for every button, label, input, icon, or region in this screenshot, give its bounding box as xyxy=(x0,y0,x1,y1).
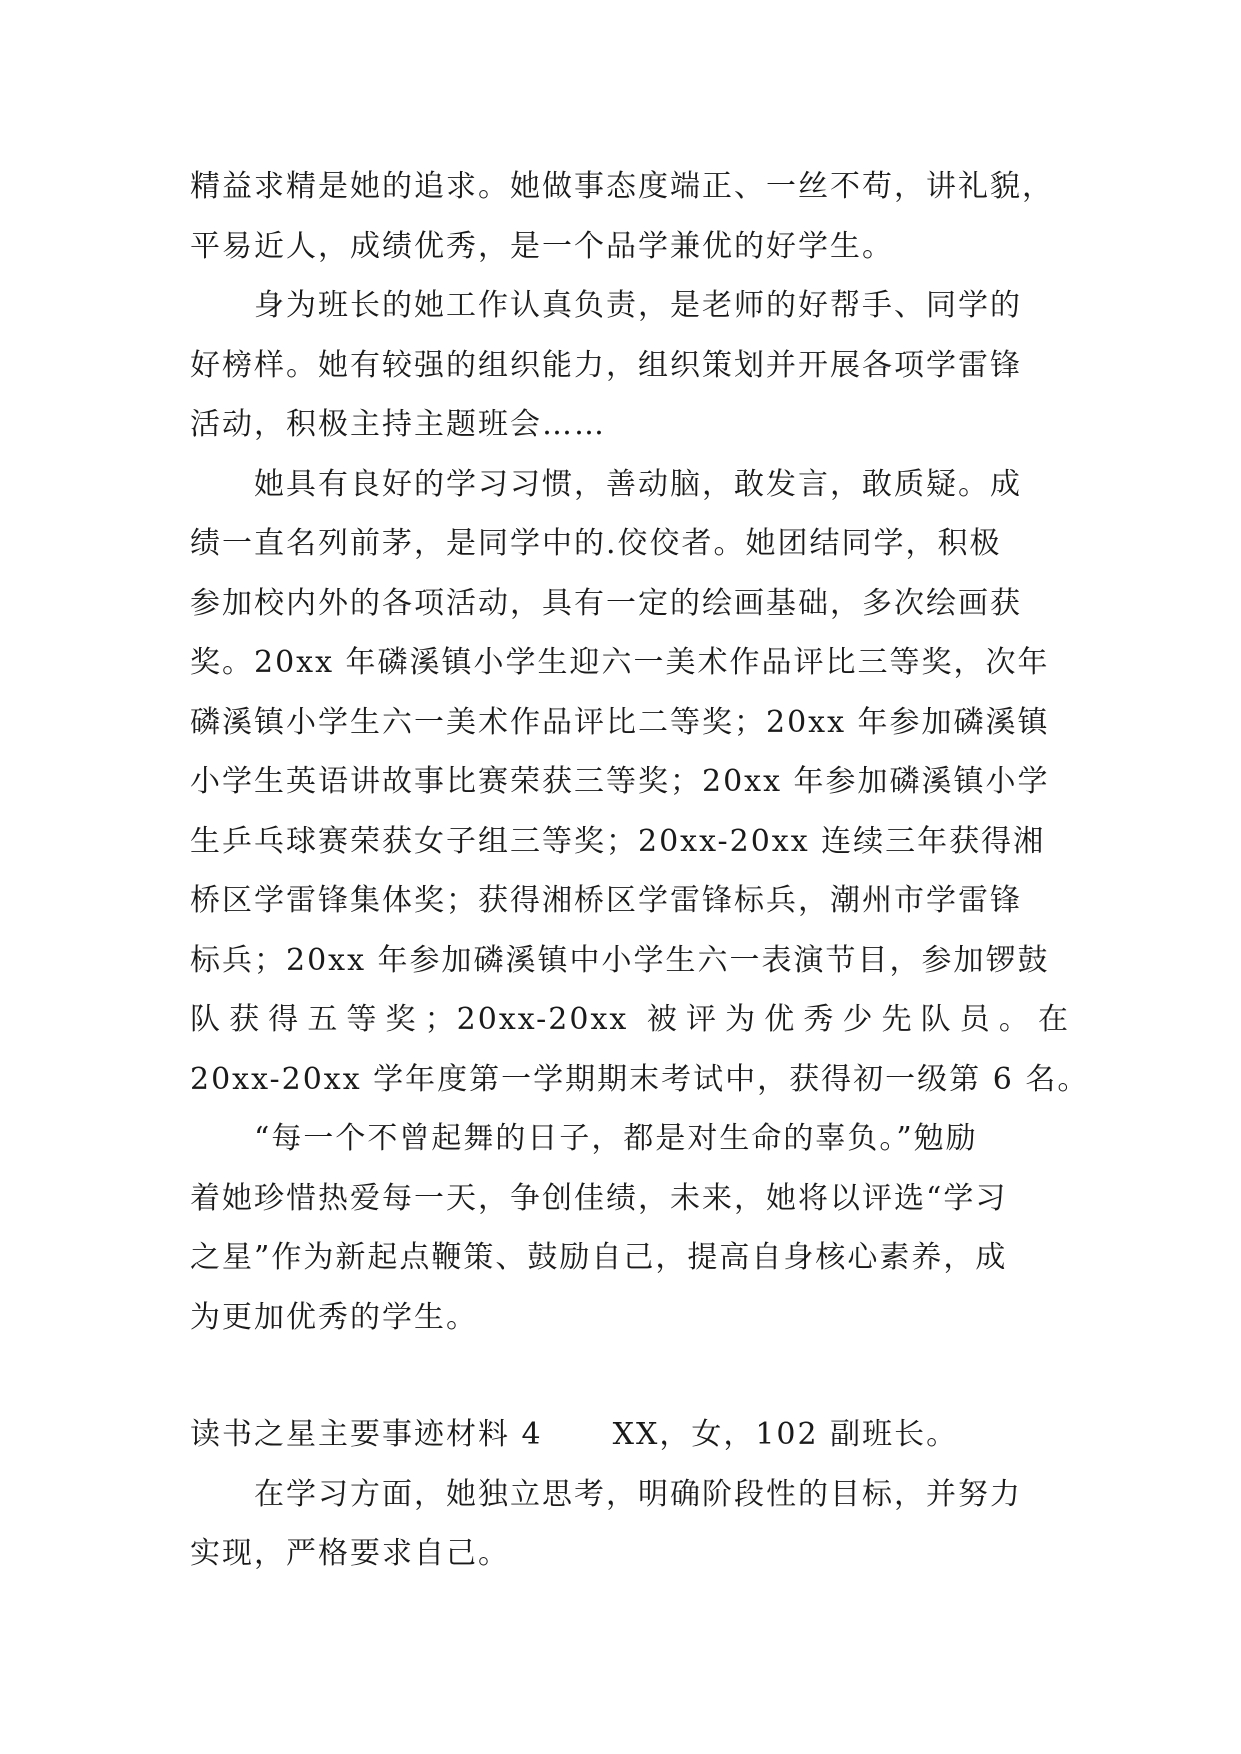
text-line: 身为班长的她工作认真负责，是老师的好帮手、同学的 xyxy=(254,288,1022,323)
text-line: 绩一直名列前茅，是同学中的.佼佼者。她团结同学，积极 xyxy=(190,526,1002,561)
text-line: 实现，严格要求自己。 xyxy=(190,1536,510,1571)
text-line: 平易近人，成绩优秀，是一个品学兼优的好学生。 xyxy=(190,228,894,264)
section-title: 读书之星主要事迹材料 4 xyxy=(190,1417,543,1452)
section-gap xyxy=(190,1347,1070,1405)
text-line: 她具有良好的学习习惯，善动脑，敢发言，敢质疑。成 xyxy=(254,466,1022,502)
document-body xyxy=(190,157,1090,1584)
text-line: 标兵；20xx 年参加磷溪镇中小学生六一表演节目，参加锣鼓 xyxy=(190,942,1050,978)
text-line: 活动，积极主持主题班会…… xyxy=(190,407,606,442)
text-line: 20xx-20xx 学年度第一学期期末考试中，获得初一级第 6 名。 xyxy=(190,1061,1090,1097)
text-line: 着她珍惜热爱每一天，争创佳绩，未来，她将以评选“学习 xyxy=(190,1180,1008,1216)
text-line: “每一个不曾起舞的日子，都是对生命的辜负。”勉励 xyxy=(254,1121,978,1156)
text-line: 之星”作为新起点鞭策、鼓励自己，提高自身核心素养，成 xyxy=(190,1240,1008,1275)
text-line: 参加校内外的各项活动，具有一定的绘画基础，多次绘画获 xyxy=(190,585,1022,621)
section-heading xyxy=(190,1405,1070,1465)
text-line: 磷溪镇小学生六一美术作品评比二等奖；20xx 年参加磷溪镇 xyxy=(190,704,1050,740)
text-line: 为更加优秀的学生。 xyxy=(190,1299,478,1335)
text-line: 精益求精是她的追求。她做事态度端正、一丝不苟，讲礼貌， xyxy=(190,169,1054,204)
text-line: 在学习方面，她独立思考，明确阶段性的目标，并努力 xyxy=(254,1476,1022,1512)
text-line: 小学生英语讲故事比赛荣获三等奖；20xx 年参加磷溪镇小学 xyxy=(190,764,1050,799)
text-line: 队获得五等奖；20xx-20xx 被评为优秀少先队员。在 xyxy=(190,1002,1070,1037)
text-line: 奖。20xx 年磷溪镇小学生迎六一美术作品评比三等奖，次年 xyxy=(190,645,1050,680)
text-line: 生乒乓球赛荣获女子组三等奖；20xx-20xx 连续三年获得湘 xyxy=(190,823,1046,859)
text-line: 好榜样。她有较强的组织能力，组织策划并开展各项学雷锋 xyxy=(190,347,1022,383)
section-subtitle: XX，女，102 副班长。 xyxy=(612,1417,959,1452)
text-line: 桥区学雷锋集体奖；获得湘桥区学雷锋标兵，潮州市学雷锋 xyxy=(190,883,1022,918)
